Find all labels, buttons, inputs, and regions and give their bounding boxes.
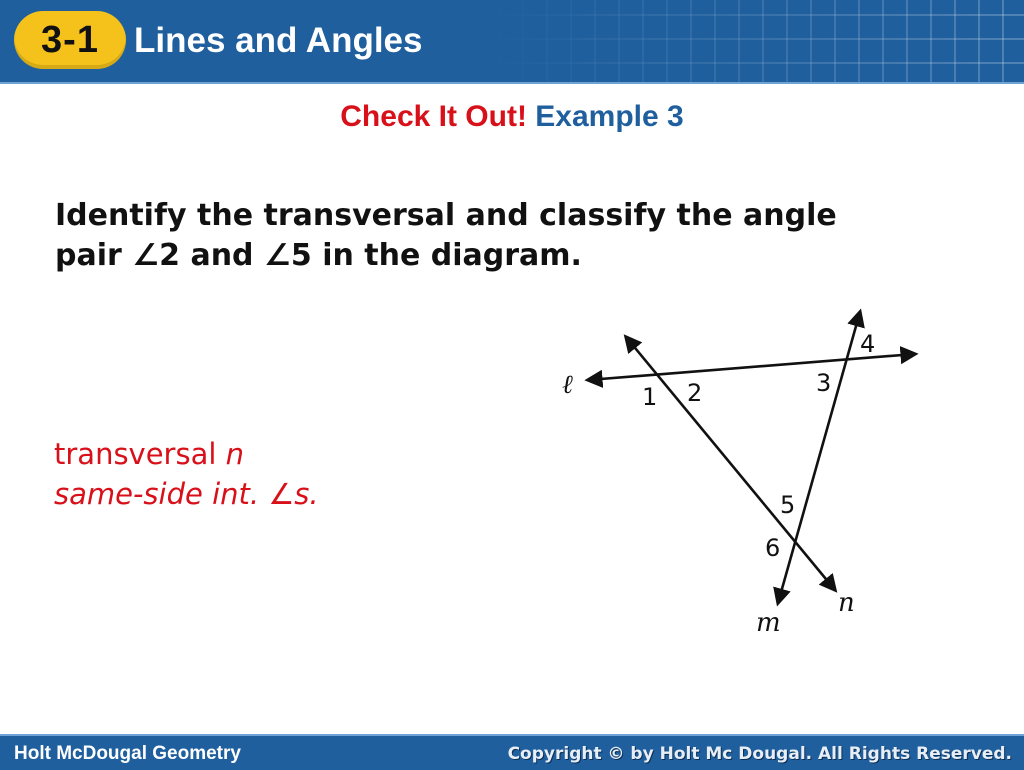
angle-4-label: 4 <box>860 330 876 358</box>
angle-6-label: 6 <box>765 534 781 562</box>
footer-course: Holt McDougal Geometry <box>14 743 241 764</box>
lesson-badge <box>14 11 126 69</box>
answer-line-1 <box>54 434 474 474</box>
footer-copyright: Copyright © by Holt Mc Dougal. All Rights Reserved. <box>507 744 1012 764</box>
line-m <box>778 312 860 603</box>
question-line-1: Identify the transversal and classify the angle <box>55 198 837 233</box>
angle-2-label: 2 <box>687 379 703 407</box>
line-m-label: m <box>756 608 781 638</box>
answer-transversal-text: transversal <box>54 437 226 471</box>
angle-3-label: 3 <box>816 369 832 397</box>
footer-bar <box>0 734 1024 770</box>
line-l-label: ℓ <box>562 370 573 400</box>
answer-line-2: same-side int. ∠s. <box>54 477 319 511</box>
question-line-2: pair ∠2 and ∠5 in the diagram. <box>55 238 582 273</box>
header-divider <box>0 82 1024 84</box>
slide-subtitle <box>0 100 1024 134</box>
line-n-label: n <box>838 588 855 618</box>
line-n <box>626 337 835 590</box>
answer-text <box>54 434 474 514</box>
angle-5-label: 5 <box>780 491 796 519</box>
angle-1-label: 1 <box>642 383 658 411</box>
lines-diagram <box>540 300 940 650</box>
lesson-number: 3-1 <box>41 18 99 61</box>
question-text <box>55 196 975 276</box>
check-it-out-label: Check It Out! <box>340 100 527 133</box>
answer-transversal-var: n <box>225 437 245 471</box>
lesson-title: Lines and Angles <box>134 21 423 60</box>
example-label: Example 3 <box>535 100 684 133</box>
